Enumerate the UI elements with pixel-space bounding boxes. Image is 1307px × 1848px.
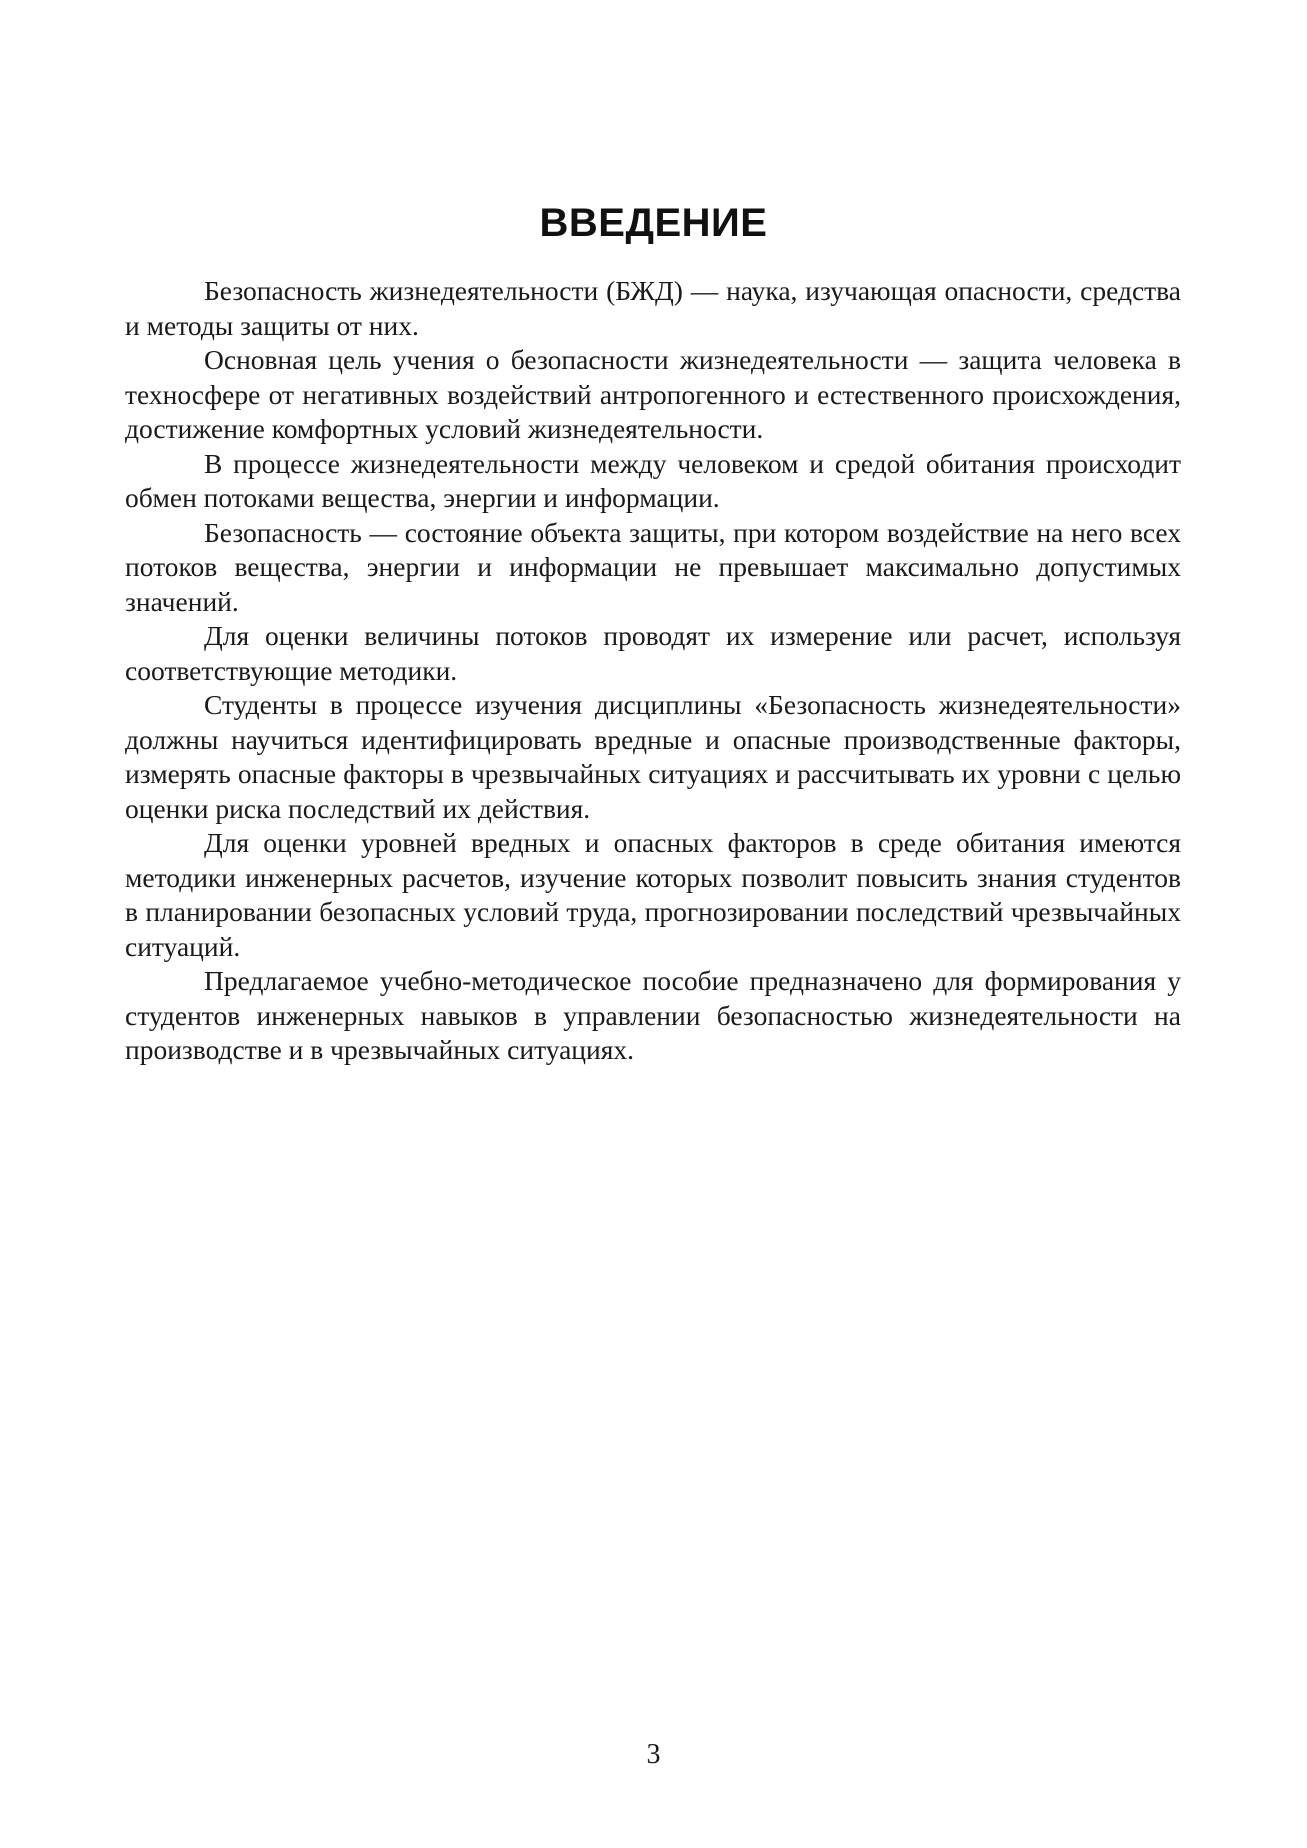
paragraph: Студенты в процессе изучения дисциплины «Безопасность жизнедеятельности» должны научиться идентифицировать вредные и опасные производственные факторы, измерять опасные факторы в чрезвычайных ситуациях и рассчитывать их уровни с целью оценки риска последствий их действия. [125,689,1181,824]
paragraph: Безопасность жизнедеятельности (БЖД) — наука, изучающая опасности, средства и методы защиты от них. [125,275,1181,341]
paragraph: Предлагаемое учебно-методическое пособие предназначено для формирования у студентов инженерных навыков в управлении безопасностью жизнедеятельности на производстве и в чрезвычайных ситуациях. [125,965,1181,1065]
paragraph: Для оценки величины потоков проводят их измерение или расчет, используя соответствующие методики. [125,620,1181,686]
paragraph: Основная цель учения о безопасности жизнедеятельности — защита человека в техносфере от негативных воздействий антропогенного и естественного происхождения, достижение комфортных условий жизнедеятельности. [125,344,1181,444]
paragraph: Безопасность — состояние объекта защиты, при котором воздействие на него всех потоков вещества, энергии и информации не превышает максимально допустимых значений. [125,516,1181,617]
page-number: 3 [646,1739,661,1770]
paragraph: В процессе жизнедеятельности между человеком и средой обитания происходит обмен потоками вещества, энергии и информации. [125,447,1181,513]
paragraph: Для оценки уровней вредных и опасных факторов в среде обитания имеются методики инженерных расчетов, изучение которых позволит повысить знания студентов в планировании безопасных условий труда, прогнозировании последствий чрезвычайных ситуаций. [125,827,1181,962]
page-title: ВВЕДЕНИЕ [539,201,768,245]
body-text [125,274,1181,1068]
